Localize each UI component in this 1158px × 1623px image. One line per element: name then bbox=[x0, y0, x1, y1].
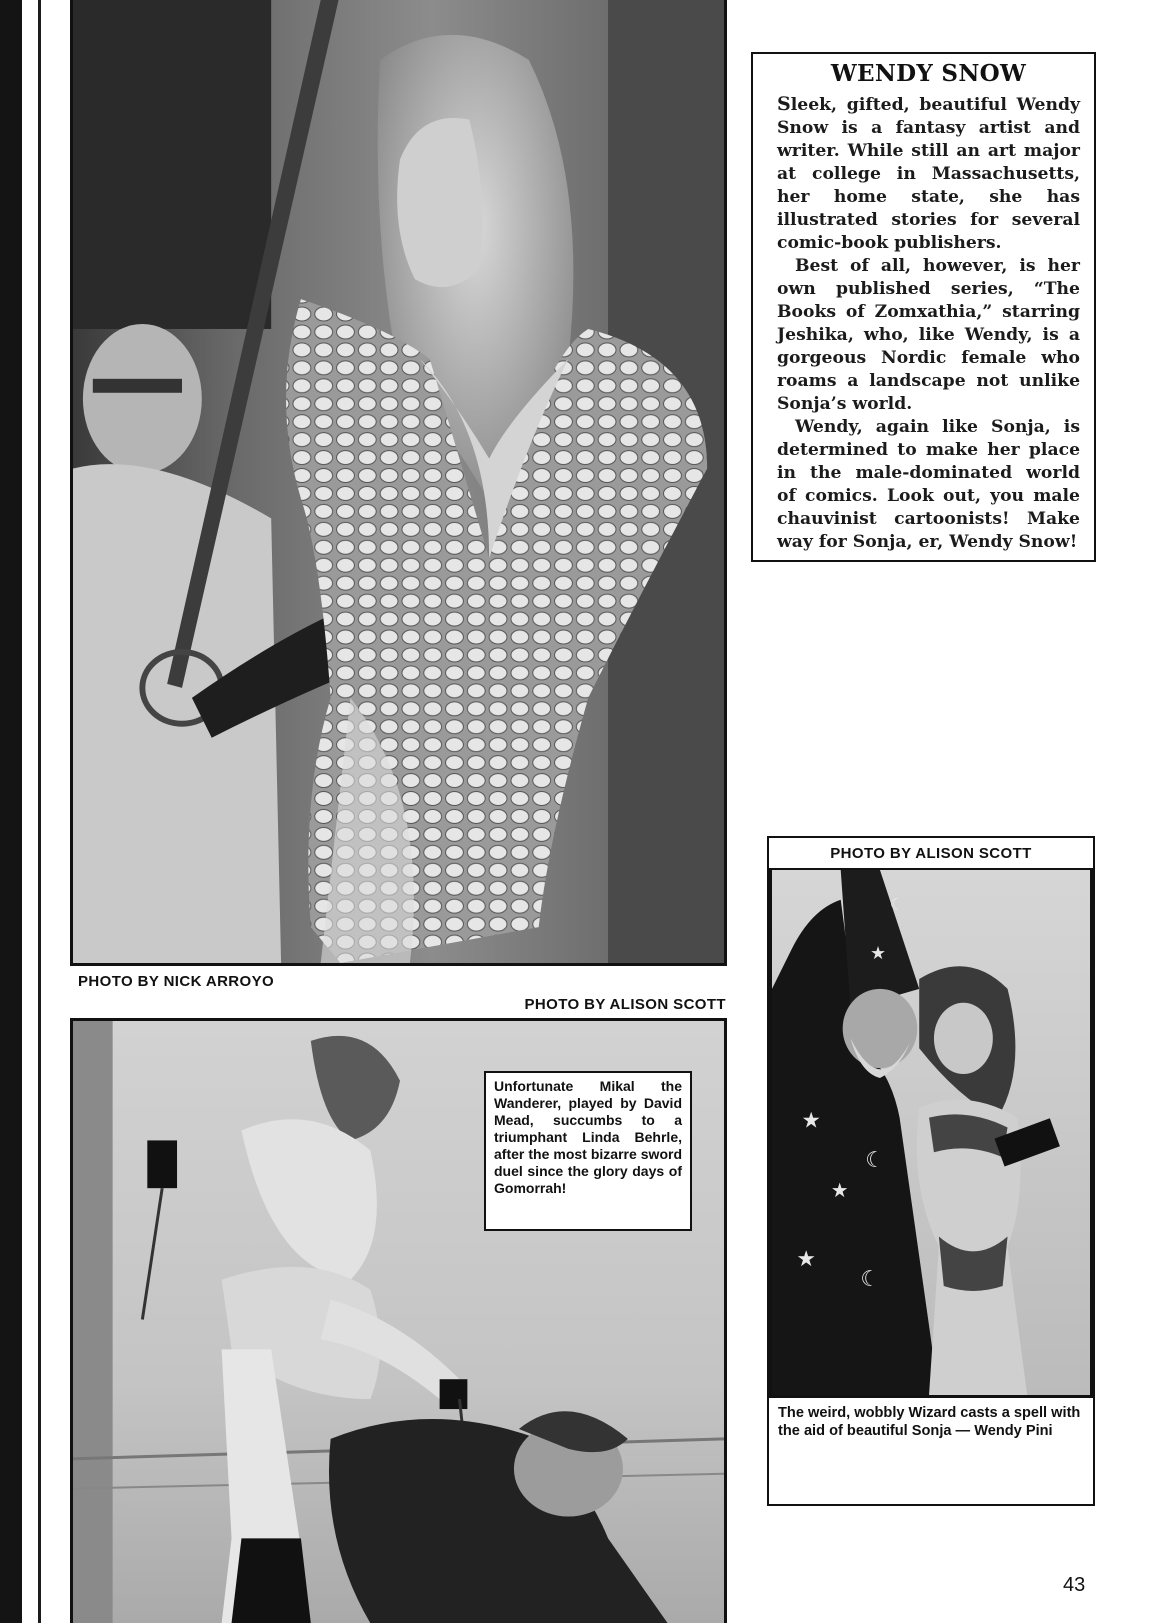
svg-text:★: ★ bbox=[830, 1178, 849, 1202]
article-title: WENDY SNOW bbox=[830, 60, 1027, 87]
article-paragraph-1 bbox=[777, 93, 1080, 255]
page-edge-line bbox=[38, 0, 41, 1623]
article-box bbox=[751, 52, 1096, 562]
article-paragraph-2: Best of all, however, is her own published series, “The Books of Zomxathia,” starring Jeshika, who, like Wendy, is a gorgeous Nordic female who roams a landscape not unlike Sonja’s world. bbox=[777, 256, 1080, 414]
svg-text:☾: ☾ bbox=[865, 1148, 885, 1174]
article-paragraph-3: Wendy, again like Sonja, is determined to make her place in the male-dominated world of comics. Look out, you male chauvinist cartoonists! Make way for Sonja, er, Wendy Snow! bbox=[777, 417, 1080, 552]
svg-text:★: ★ bbox=[796, 1247, 816, 1273]
page-number: 43 bbox=[1063, 1574, 1086, 1596]
article-body bbox=[777, 93, 1080, 554]
svg-text:☾: ☾ bbox=[860, 1266, 880, 1293]
svg-text:★: ★ bbox=[870, 944, 886, 965]
page-edge-bar bbox=[0, 0, 22, 1623]
article-paragraph-1-text: leek, gifted, beautiful Wendy Snow is a fantasy artist and writer. While still an art major at college in Massachusetts, her home state, she has illustrated stories for several comic-book publishers. bbox=[777, 95, 1080, 253]
svg-text:☾: ☾ bbox=[889, 894, 904, 914]
duel-caption: Unfortunate Mikal the Wanderer, played by David Mead, succumbs to a triumphant Linda Behrle, after the most bizarre sword duel since the glory days of Gomorrah! bbox=[484, 1071, 692, 1231]
main-photo-credit: PHOTO BY NICK ARROYO bbox=[78, 973, 275, 990]
duel-photo-credit: PHOTO BY ALISON SCOTT bbox=[524, 996, 726, 1013]
wizard-caption: The weird, wobbly Wizard casts a spell with the aid of beautiful Sonja — Wendy Pini bbox=[778, 1405, 1081, 1439]
wizard-photo-credit: PHOTO BY ALISON SCOTT bbox=[830, 844, 1032, 862]
svg-text:★: ★ bbox=[801, 1108, 821, 1134]
wizard-photo bbox=[769, 868, 1093, 1398]
article-dropcap: S bbox=[777, 93, 791, 115]
wizard-photo-credit-bar bbox=[769, 838, 1093, 868]
main-photo bbox=[70, 0, 727, 966]
